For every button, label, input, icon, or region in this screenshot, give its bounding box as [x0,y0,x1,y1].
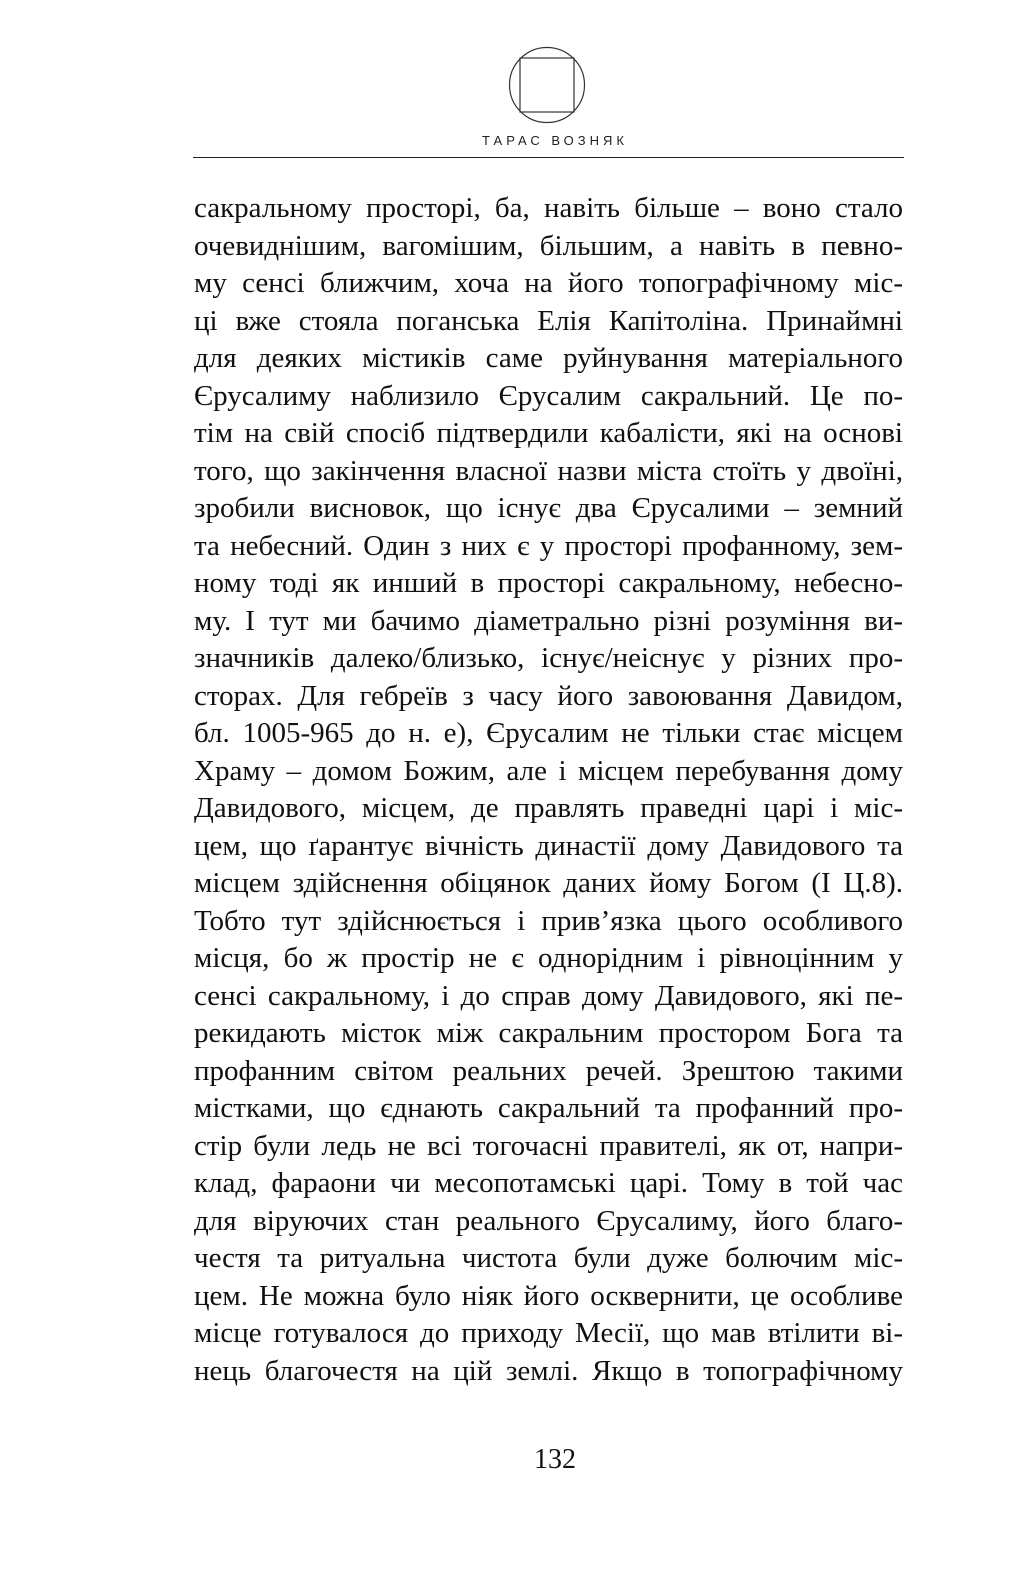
circle-square-emblem-icon [508,46,586,124]
body-line: стір були ледь не всі тогочасні правителі, як от, напри- [194,1129,903,1162]
body-line: значників далеко/близько, існує/неіснує у різних про- [194,642,903,674]
body-line: та небесний. Один з них є у просторі профанному, зем- [194,529,903,562]
body-line: профанним світом реальних речей. Зрештою такими [194,1054,903,1087]
body-line: Тобто тут здійснюється і прив’язка цього особливого [194,904,903,937]
body-line: для деяких містиків саме руйнування матеріального [194,342,903,374]
body-line: му сенсі ближчим, хоча на його топографічному міс- [194,267,903,299]
body-line: клад, фараони чи месопотамські царі. Тому в той час [194,1167,903,1199]
body-line: Храму – домом Божим, але і місцем перебування дому [194,754,903,787]
body-line: сторах. Для гебреїв з часу його завоювання Давидом, [194,679,903,712]
body-line: місце готувалося до приходу Месії, що мав втілити ві- [194,1317,903,1349]
body-line: очевиднішим, вагомішим, більшим, а навіть в певно- [194,229,903,262]
body-line: цем, що ґарантує вічність династії дому Давидового та [194,829,903,862]
body-line: сенсі сакральному, і до справ дому Давидового, які пе- [194,979,903,1012]
body-line: цем. Не можна було ніяк його осквернити, це особливе [194,1279,903,1312]
body-line: рекидають місток між сакральним простором Бога та [194,1017,903,1049]
page-number: 132 [534,1444,576,1475]
body-line: зробили висновок, що існує два Єрусалими – земний [194,492,903,524]
body-line: Давидового, місцем, де правлять праведні царі і міс- [194,792,903,824]
body-line: місця, бо ж простір не є однорідним і рівноцінним у [194,942,903,974]
body-line: нець благочестя на цій землі. Якщо в топографічному [194,1354,903,1387]
body-line: тім на свій спосіб підтвердили кабалісти, які на основі [194,417,903,449]
body-line: містками, що єднають сакральний та профанний про- [194,1092,903,1124]
running-header-author: ТАРАС ВОЗНЯК [482,133,628,148]
body-line: ці вже стояла поганська Елія Капітоліна. Принаймні [194,304,903,337]
body-line: бл. 1005-965 до н. е), Єрусалим не тільки стає місцем [194,717,903,749]
body-line: Єрусалиму наблизило Єрусалим сакральний. Це по- [194,379,903,412]
header-divider [193,157,904,158]
body-line: місцем здійснення обіцянок даних йому Богом (І Ц.8). [194,867,903,899]
body-line: сакральному просторі, ба, навіть більше – воно стало [194,192,903,224]
body-line: честя та ритуальна чистота були дуже болючим міс- [194,1242,903,1274]
body-line: ному тоді як инший в просторі сакральному, небесно- [194,567,903,599]
body-line: для віруючих стан реального Єрусалиму, його благо- [194,1204,903,1237]
body-line: того, що закінчення власної назви міста стоїть у двоїні, [194,454,903,487]
body-text [194,190,903,1390]
body-line: му. І тут ми бачимо діаметрально різні розуміння ви- [194,604,903,637]
